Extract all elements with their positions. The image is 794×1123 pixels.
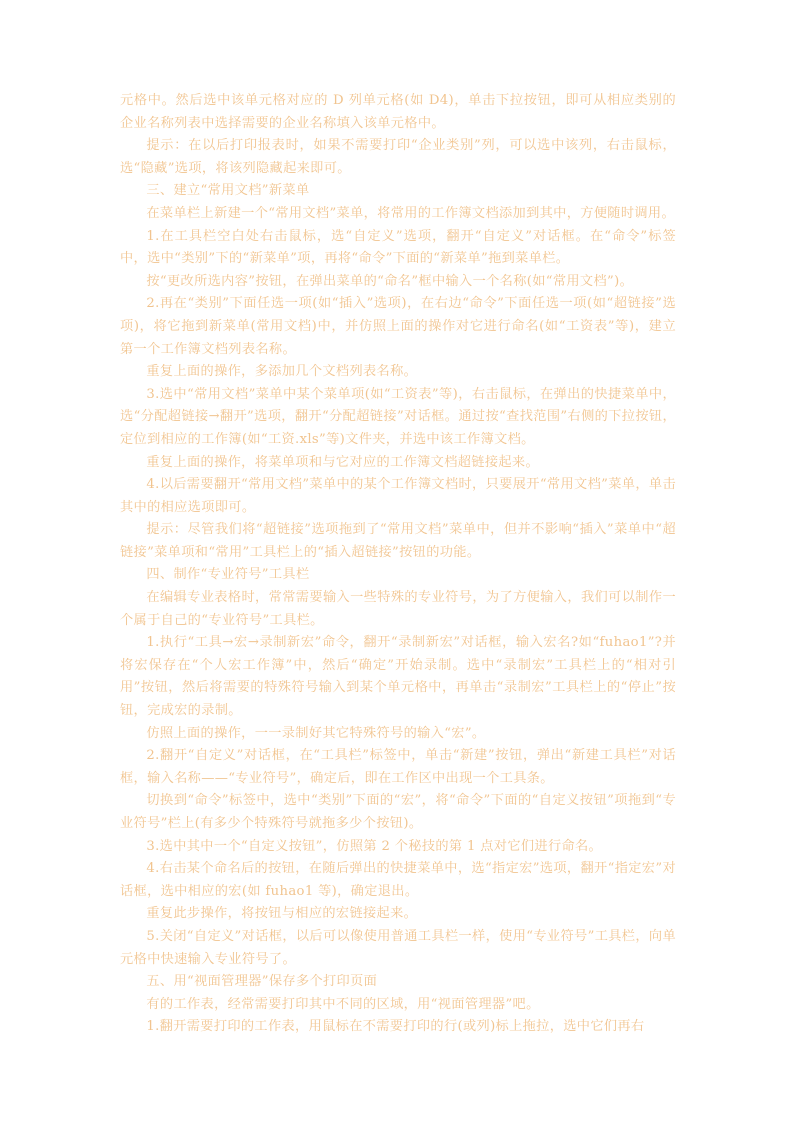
- step-paragraph: 2.翻开“自定义”对话框，在“工具栏”标签中，单击“新建”按钮，弹出“新建工具栏”对话框，输入名称——“专业符号”，确定后，即在工作区中出现一个工具条。: [120, 748, 676, 786]
- section-heading-3: 三、建立“常用文档”新菜单: [146, 183, 310, 199]
- paragraph: 在编辑专业表格时，常常需要输入一些特殊的专业符号，为了方便输入，我们可以制作一个属于自己的“专业符号”工具栏。: [120, 590, 676, 628]
- step-paragraph: 3.选中其中一个“自定义按钮”，仿照第 2 个秘技的第 1 点对它们进行命名。: [146, 838, 603, 854]
- paragraph: 有的工作表，经常需要打印其中不同的区域，用“视面管理器”吧。: [146, 996, 540, 1012]
- step-paragraph: 1.在工具栏空白处右击鼠标，选“自定义”选项，翻开“自定义”对话框。在“命令”标签中，选中“类别”下的“新菜单”项，再将“命令”下面的“新菜单”拖到菜单栏。: [120, 228, 676, 267]
- document-body: [120, 90, 676, 1039]
- tip-paragraph: 提示：在以后打印报表时，如果不需要打印“企业类别”列，可以选中该列，右击鼠标，选“隐藏”选项，将该列隐藏起来即可。: [120, 138, 676, 176]
- step-paragraph: 3.选中“常用文档”菜单中某个菜单项(如“工资表”等)，右击鼠标，在弹出的快捷菜单中，选“分配超链接→翻开”选项，翻开“分配超链接”对话框。通过按“查找范围”右侧的下拉按钮，定位到相应的工作簿(如“工资.xls”等)文件夹，并选中该工作簿文档。: [120, 386, 676, 447]
- paragraph: 按“更改所选内容”按钮，在弹出菜单的“命名”框中输入一个名称(如“常用文档”)。: [146, 273, 634, 289]
- step-paragraph: 4.以后需要翻开“常用文档”菜单中的某个工作簿文档时，只要展开“常用文档”菜单，单击其中的相应选项即可。: [120, 477, 676, 515]
- paragraph: 仿照上面的操作，一一录制好其它特殊符号的输入“宏”。: [146, 725, 486, 741]
- paragraph: 切换到“命令”标签中，选中“类别”下面的“宏”，将“命令”下面的“自定义按钮”项拖到“专业符号”栏上(有多少个特殊符号就拖多少个按钮)。: [120, 793, 676, 831]
- step-paragraph: 5.关闭“自定义”对话框，以后可以像使用普通工具栏一样，使用“专业符号”工具栏，向单元格中快速输入专业符号了。: [120, 928, 676, 967]
- tip-paragraph: 提示：尽管我们将“超链接”选项拖到了“常用文档”菜单中，但并不影响“插入”菜单中“超链接”菜单项和“常用”工具栏上的“插入超链接”按钮的功能。: [120, 522, 676, 560]
- section-heading-5: 五、用“视面管理器”保存多个打印页面: [146, 974, 378, 990]
- step-paragraph: 2.再在“类别”下面任选一项(如“插入”选项)，在右边“命令”下面任选一项(如“超链接”选项)，将它拖到新菜单(常用文档)中，并仿照上面的操作对它进行命名(如“工资表”等)，建立第一个工作簿文档列表名称。: [120, 296, 676, 357]
- section-heading-4: 四、制作“专业符号”工具栏: [146, 567, 310, 583]
- paragraph: 重复上面的操作，多添加几个文档列表名称。: [146, 364, 418, 380]
- paragraph: 在菜单栏上新建一个“常用文档”菜单，将常用的工作簿文档添加到其中，方便随时调用。: [146, 205, 675, 221]
- paragraph: 重复此步操作，将按钮与相应的宏链接起来。: [146, 906, 418, 922]
- step-paragraph: 1.执行“工具→宏→录制新宏”命令，翻开“录制新宏”对话框，输入宏名?如“fuhao1”?并将宏保存在“个人宏工作簿”中，然后“确定”开始录制。选中“录制宏”工具栏上的“相对引用”按钮，然后将需要的特殊符号输入到某个单元格中，再单击“录制宏”工具栏上的“停止”按钮，完成宏的录制。: [120, 635, 676, 719]
- step-paragraph: 4.右击某个命名后的按钮，在随后弹出的快捷菜单中，选“指定宏”选项，翻开“指定宏”对话框，选中相应的宏(如 fuhao1 等)，确定退出。: [120, 861, 676, 899]
- paragraph: 重复上面的操作，将菜单项和与它对应的工作簿文档超链接起来。: [146, 454, 539, 470]
- paragraph-continuation: 元格中。然后选中该单元格对应的 D 列单元格(如 D4)，单击下拉按钮，即可从相应类别的企业名称列表中选择需要的企业名称填入该单元格中。: [120, 93, 676, 131]
- step-paragraph: 1.翻开需要打印的工作表，用鼠标在不需要打印的行(或列)标上拖拉，选中它们再右: [146, 1019, 645, 1035]
